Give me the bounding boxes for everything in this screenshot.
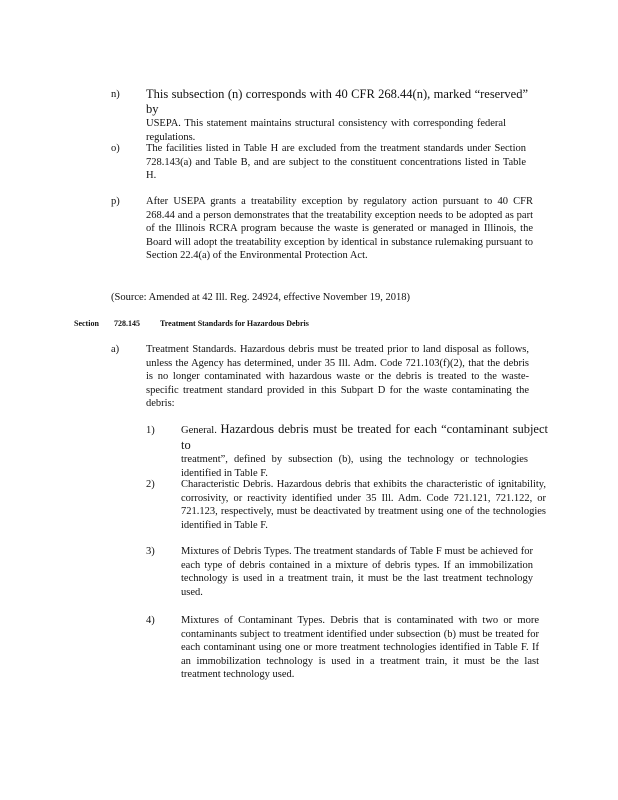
subitem-marker-3: 3) <box>146 546 155 557</box>
source-note: (Source: Amended at 42 Ill. Reg. 24924, effective November 19, 2018) <box>111 292 410 303</box>
subitem-1-first-line: Hazardous debris must be treated for each “contaminant subject to <box>181 422 548 452</box>
item-p-text: After USEPA grants a treatability exception by regulatory action pursuant to 40 CFR 268.44 and a person demonstrates that the treatability exception needs to be adopted as part of the Illinois RCRA program because the waste is generated or managed in Illinois, the Board will adopt the treatability exception by identical in substance rulemaking pursuant to Section 22.4(a) of the Environmental Protection Act. <box>146 196 533 262</box>
subitem-1-text: treatment”, defined by subsection (b), using the technology or technologies identified in Table F. <box>181 454 528 479</box>
subitem-2-text: Characteristic Debris. Hazardous debris that exhibits the characteristic of ignitability, corrosivity, or reactivity identified under 35 Ill. Adm. Code 721.121, 721.122, or 721.123, respectively, must be deactivated by treatment using one of the technologies identified in Table F. <box>181 479 546 531</box>
subitem-3-text: Mixtures of Debris Types. The treatment standards of Table F must be achieved for each type of debris contained in a mixture of debris types. If an immobilization technology is used in a treatment train, it must be the last treatment technology used. <box>181 546 533 598</box>
section-title: Treatment Standards for Hazardous Debris <box>160 319 309 328</box>
subitem-marker-4: 4) <box>146 615 155 626</box>
subitem-4-text: Mixtures of Contaminant Types. Debris that is contaminated with two or more contaminants subject to treatment identified under subsection (b) must be treated for each contaminant using one or more treatment technologies identified in Table F. If an immobilization technology is used in a treatment train, it must be the last treatment technology used. <box>181 615 539 681</box>
item-n-first-line: This subsection (n) corresponds with 40 CFR 268.44(n), marked “reserved” by <box>146 87 528 116</box>
subsection-marker-a: a) <box>111 344 120 355</box>
subitem-1-lead: General. <box>181 425 217 436</box>
section-label: Section <box>74 319 99 328</box>
item-marker-n: n) <box>111 89 120 100</box>
item-marker-p: p) <box>111 196 120 207</box>
item-n <box>146 87 528 144</box>
item-n-text: USEPA. This statement maintains structural consistency with corresponding federal regulations. <box>146 118 506 143</box>
subitem-marker-1: 1) <box>146 425 155 436</box>
item-o-text: The facilities listed in Table H are excluded from the treatment standards under Section 728.143(a) and Table B, and are subject to the constituent concentrations listed in Table H. <box>146 143 526 182</box>
section-number: 728.145 <box>114 319 140 328</box>
subitem-1 <box>181 422 548 480</box>
subitem-marker-2: 2) <box>146 479 155 490</box>
subsection-a-text: Treatment Standards. Hazardous debris must be treated prior to land disposal as follows, unless the Agency has determined, under 35 Ill. Adm. Code 721.103(f)(2), that the debris is no longer contaminated with hazardous waste or the debris is treated to the waste-specific treatment standard provided in this Subpart D for the waste contaminating the debris: <box>146 344 529 410</box>
item-marker-o: o) <box>111 143 120 154</box>
